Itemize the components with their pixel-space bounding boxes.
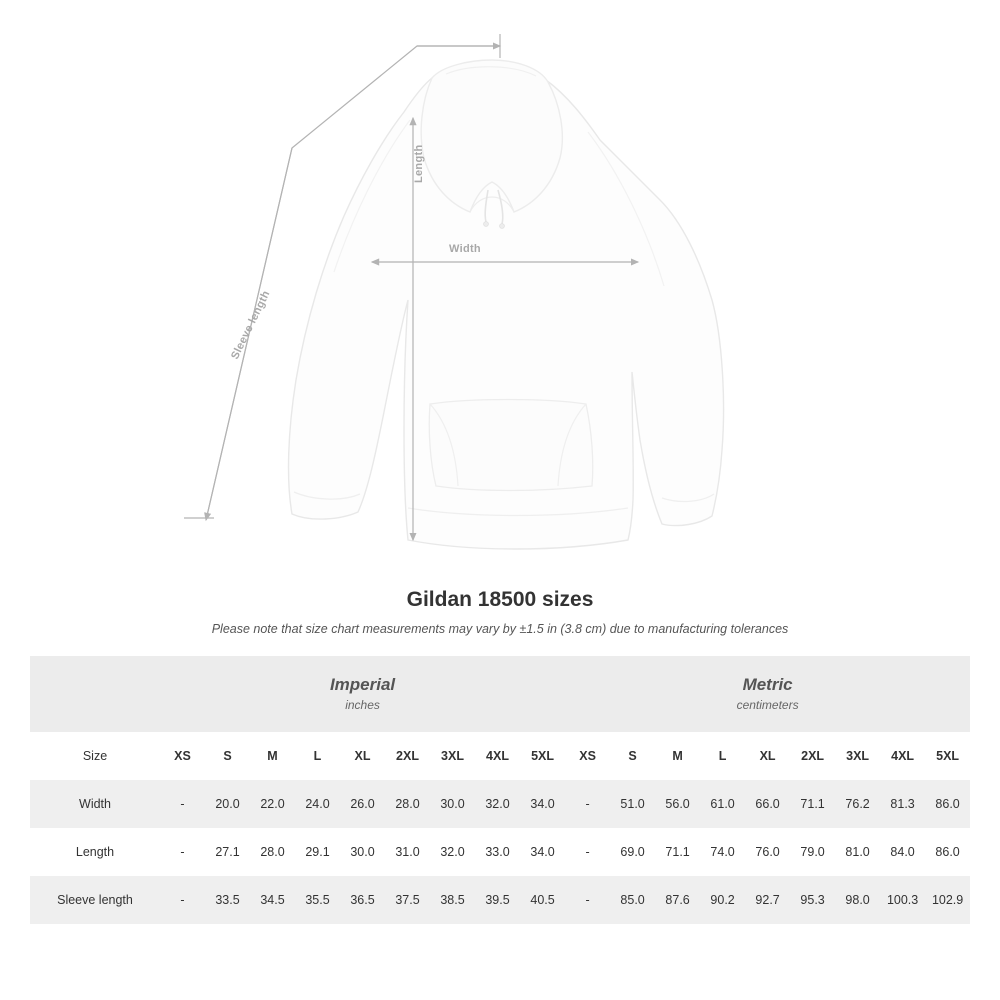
unit-header-imperial: [160, 656, 565, 732]
cell-width-imperial-m: 22.0: [250, 780, 295, 828]
cell-width-imperial-5xl: 34.0: [520, 780, 565, 828]
cell-sleeve-imperial-4xl: 39.5: [475, 876, 520, 924]
size-header-imperial-s: S: [223, 749, 232, 763]
cell-length-metric-l: 74.0: [700, 828, 745, 876]
cell-width-imperial-3xl: 30.0: [430, 780, 475, 828]
width-label: Width: [449, 243, 481, 255]
cell-length-metric-m: 71.1: [655, 828, 700, 876]
cell-width-metric-m: 56.0: [655, 780, 700, 828]
size-header-metric-5xl: 5XL: [936, 749, 960, 763]
cell-length-imperial-3xl: 32.0: [430, 828, 475, 876]
title-block: [0, 588, 1000, 636]
cell-width-imperial-4xl: 32.0: [475, 780, 520, 828]
cell-sleeve-metric-xs: -: [565, 876, 610, 924]
size-table: [30, 656, 970, 924]
cell-sleeve-imperial-5xl: 40.5: [520, 876, 565, 924]
cell-length-imperial-4xl: 33.0: [475, 828, 520, 876]
cell-width-imperial-xl: 26.0: [340, 780, 385, 828]
table-row: [30, 780, 970, 828]
size-header-metric-4xl: 4XL: [891, 749, 915, 763]
cell-sleeve-metric-4xl: 100.3: [880, 876, 925, 924]
cell-sleeve-imperial-xl: 36.5: [340, 876, 385, 924]
size-header-metric-3xl: 3XL: [846, 749, 870, 763]
cell-length-imperial-2xl: 31.0: [385, 828, 430, 876]
cell-length-metric-xs: -: [565, 828, 610, 876]
size-header-imperial-4xl: 4XL: [486, 749, 509, 763]
cell-width-metric-xl: 66.0: [745, 780, 790, 828]
size-header-imperial-m: M: [267, 749, 278, 763]
cell-width-imperial-2xl: 28.0: [385, 780, 430, 828]
hoodie-shape: [289, 60, 724, 549]
cell-width-metric-xs: -: [565, 780, 610, 828]
cell-length-imperial-m: 28.0: [250, 828, 295, 876]
unit-sub-metric: centimeters: [736, 698, 799, 713]
cell-sleeve-metric-5xl: 102.9: [925, 876, 970, 924]
cell-width-metric-2xl: 71.1: [790, 780, 835, 828]
cell-length-imperial-xs: -: [160, 828, 205, 876]
size-header-metric-m: M: [672, 749, 683, 763]
size-header-imperial-l: L: [313, 749, 322, 763]
cell-sleeve-imperial-s: 33.5: [205, 876, 250, 924]
row-label-width: Width: [30, 780, 160, 828]
cell-sleeve-imperial-l: 35.5: [295, 876, 340, 924]
table-row: [30, 876, 970, 924]
cell-length-metric-5xl: 86.0: [925, 828, 970, 876]
size-header-imperial-5xl: 5XL: [531, 749, 555, 763]
cell-width-metric-l: 61.0: [700, 780, 745, 828]
cell-width-imperial-s: 20.0: [205, 780, 250, 828]
unit-sub-imperial: inches: [345, 698, 380, 713]
size-header-metric-xl: XL: [759, 749, 776, 763]
size-table-wrapper: [30, 656, 970, 924]
size-header-metric-2xl: 2XL: [801, 749, 825, 763]
page-title: Gildan 18500 sizes: [406, 588, 594, 611]
cell-length-metric-4xl: 84.0: [880, 828, 925, 876]
cell-width-metric-4xl: 81.3: [880, 780, 925, 828]
cell-length-metric-2xl: 79.0: [790, 828, 835, 876]
unit-name-metric: Metric: [742, 674, 793, 694]
cell-sleeve-metric-l: 90.2: [700, 876, 745, 924]
unit-header-row: [30, 656, 970, 732]
sleeve-length-label: Sleeve length: [229, 288, 273, 362]
cell-length-imperial-s: 27.1: [205, 828, 250, 876]
cell-length-imperial-xl: 30.0: [340, 828, 385, 876]
size-column-label: Size: [82, 749, 108, 763]
size-header-imperial-xs: XS: [174, 749, 191, 763]
cell-length-imperial-l: 29.1: [295, 828, 340, 876]
cell-width-imperial-l: 24.0: [295, 780, 340, 828]
cell-width-metric-3xl: 76.2: [835, 780, 880, 828]
tolerance-note: Please note that size chart measurements may vary by ±1.5 in (3.8 cm) due to manufacturing tolerances: [211, 622, 789, 636]
size-header-imperial-xl: XL: [354, 749, 371, 763]
unit-header-metric: [565, 656, 970, 732]
size-header-row: [30, 732, 970, 780]
cell-sleeve-metric-2xl: 95.3: [790, 876, 835, 924]
cell-sleeve-imperial-2xl: 37.5: [385, 876, 430, 924]
unit-header-spacer: [30, 656, 160, 732]
cell-sleeve-metric-3xl: 98.0: [835, 876, 880, 924]
cell-sleeve-metric-m: 87.6: [655, 876, 700, 924]
cell-sleeve-metric-xl: 92.7: [745, 876, 790, 924]
row-label-length: Length: [30, 828, 160, 876]
size-header-imperial-3xl: 3XL: [441, 749, 464, 763]
size-header-metric-xs: XS: [579, 749, 596, 763]
cell-sleeve-metric-s: 85.0: [610, 876, 655, 924]
cell-length-metric-3xl: 81.0: [835, 828, 880, 876]
cell-sleeve-imperial-3xl: 38.5: [430, 876, 475, 924]
size-header-metric-l: L: [718, 749, 727, 763]
length-label: Length: [413, 144, 425, 183]
cell-length-imperial-5xl: 34.0: [520, 828, 565, 876]
size-header-imperial-2xl: 2XL: [396, 749, 419, 763]
cell-sleeve-imperial-xs: -: [160, 876, 205, 924]
row-label-sleeve-length: Sleeve length: [30, 876, 160, 924]
unit-name-imperial: Imperial: [329, 674, 396, 694]
size-header-metric-s: S: [628, 749, 637, 763]
cell-width-metric-s: 51.0: [610, 780, 655, 828]
cell-sleeve-imperial-m: 34.5: [250, 876, 295, 924]
cell-width-metric-5xl: 86.0: [925, 780, 970, 828]
cell-width-imperial-xs: -: [160, 780, 205, 828]
cell-length-metric-s: 69.0: [610, 828, 655, 876]
table-row: [30, 828, 970, 876]
cell-length-metric-xl: 76.0: [745, 828, 790, 876]
